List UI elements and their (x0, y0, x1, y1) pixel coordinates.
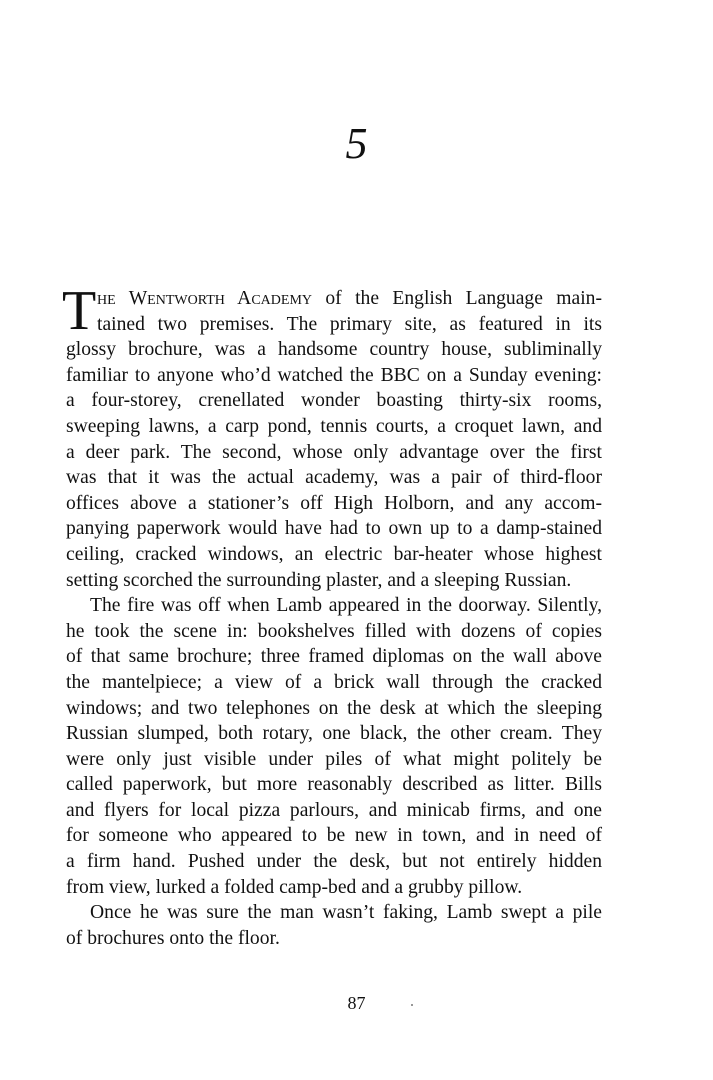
text-line: panying paperwork would have had to own up to a damp-stained (66, 518, 602, 540)
text-line: ceiling, cracked windows, an electric bar-heater whose highest (66, 543, 602, 565)
drop-cap: T (62, 280, 97, 342)
text-line: was that it was the actual academy, was a pair of third-floor (66, 467, 602, 489)
text-line: a four-storey, crenellated wonder boasting thirty-six rooms, (66, 390, 602, 412)
text-line: from view, lurked a folded camp-bed and a grubby pillow. (66, 876, 523, 898)
text-line: Once he was sure the man wasn’t faking, Lamb swept a pile (90, 902, 602, 924)
text-line: familiar to anyone who’d watched the BBC on a Sunday evening: (66, 364, 602, 386)
text-line: a firm hand. Pushed under the desk, but not entirely hidden (66, 851, 602, 873)
text-line: a deer park. The second, whose only advantage over the first (66, 441, 602, 463)
body-text (62, 280, 602, 951)
text-line: windows; and two telephones on the desk at which the sleeping (66, 697, 602, 719)
text-line: setting scorched the surrounding plaster, and a sleeping Russian. (66, 569, 572, 591)
text-line: of that same brochure; three framed diplomas on the wall above (66, 646, 602, 668)
text-line: glossy brochure, was a handsome country house, subliminally (66, 339, 602, 361)
text-line: tained two premises. The primary site, as featured in its (97, 313, 602, 335)
chapter-number: 5 (345, 119, 368, 168)
text-line: sweeping lawns, a carp pond, tennis courts, a croquet lawn, and (66, 415, 602, 437)
text-line: and flyers for local pizza parlours, and minicab firms, and one (66, 799, 602, 821)
small-caps-lead: he Wentworth Academy (97, 288, 312, 309)
text-line: were only just visible under piles of what might politely be (66, 748, 602, 770)
opening-line-rest: of the English Language main- (312, 288, 602, 309)
text-line: he took the scene in: bookshelves filled with dozens of copies (66, 620, 602, 642)
text-line: called paperwork, but more reasonably described as litter. Bills (66, 774, 602, 796)
text-line: the mantelpiece; a view of a brick wall through the cracked (66, 671, 602, 693)
page-number: 87 (347, 993, 366, 1013)
text-line: The fire was off when Lamb appeared in the doorway. Silently, (90, 595, 602, 617)
text-line: for someone who appeared to be new in town, and in need of (66, 825, 602, 847)
text-line: of brochures onto the floor. (66, 927, 280, 949)
text-line: offices above a stationer’s off High Holborn, and any accom- (66, 492, 602, 514)
text-line: Russian slumped, both rotary, one black, the other cream. They (66, 723, 602, 745)
scan-speck (411, 1004, 413, 1006)
